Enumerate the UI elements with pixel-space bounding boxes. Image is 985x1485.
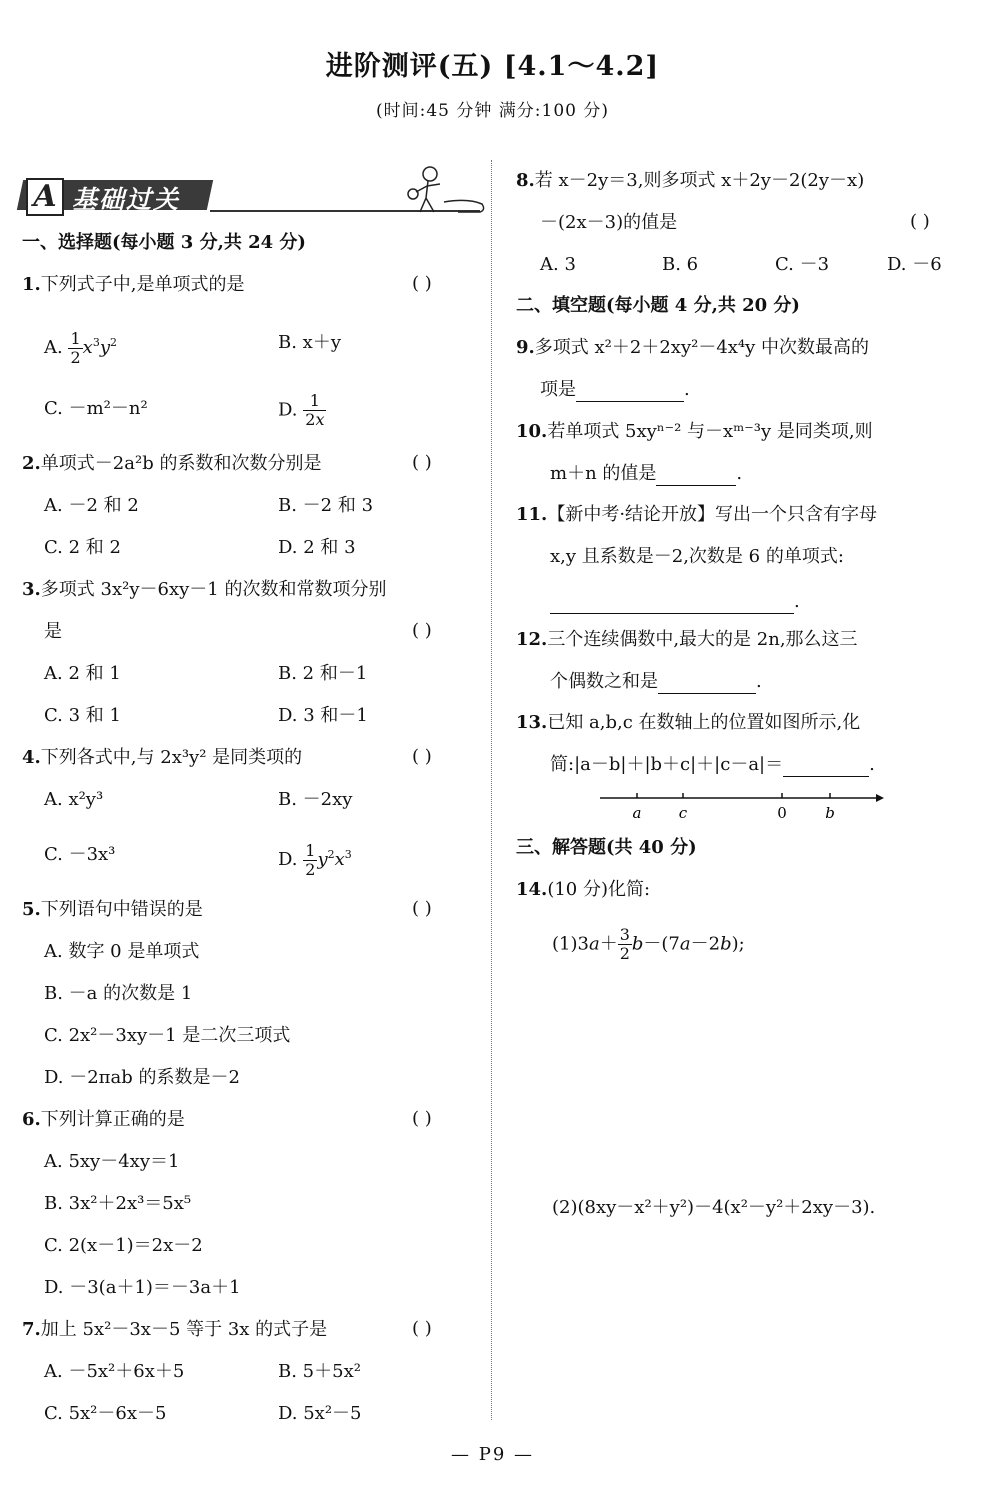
option-b: B. 2 和－1 [278, 663, 368, 684]
question-7 [22, 1318, 327, 1342]
option-c: C. 3 和 1 [44, 705, 121, 726]
option-a: A. 2 和 1 [44, 663, 121, 684]
question-stem: 已知 a,b,c 在数轴上的位置如图所示,化 [547, 712, 861, 733]
option-d: D. －2πab 的系数是－2 [44, 1067, 240, 1088]
question-number: 14. [516, 879, 548, 900]
basketball-player-icon [398, 164, 488, 216]
question-stem: 单项式－2a²b 的系数和次数分别是 [40, 453, 322, 474]
option-b: B. x＋y [278, 332, 341, 353]
fraction: $\frac{1}{2}$ [305, 840, 316, 879]
question-1 [22, 273, 245, 297]
question-stem: 若单项式 5xyⁿ⁻² 与－xᵐ⁻³y 是同类项,则 [547, 421, 873, 442]
question-9-line2: 项是 . [540, 379, 690, 400]
banner-title: 基础过关 [72, 185, 181, 214]
option-label: A. [44, 337, 63, 358]
answer-bracket: ( ) [412, 273, 432, 294]
option-a: A. 数字 0 是单项式 [44, 941, 200, 962]
question-stem-continued: m＋n 的值是 [550, 463, 657, 484]
question-stem-continued: x,y 且系数是－2,次数是 6 的单项式: [550, 546, 844, 567]
question-stem: 三个连续偶数中,最大的是 2n,那么这三 [547, 629, 858, 650]
option-b: B. －2 和 3 [278, 495, 374, 516]
question-14-part2: (2)(8xy－x²＋y²)－4(x²－y²＋2xy－3). [552, 1197, 876, 1218]
question-6 [22, 1108, 185, 1132]
option-a: A. －5x²＋6x＋5 [44, 1361, 185, 1382]
question-stem-continued: －(2x－3)的值是 [540, 212, 678, 233]
question-stem-continued: 个偶数之和是 [550, 671, 658, 692]
question-stem: 下列计算正确的是 [40, 1109, 185, 1130]
question-12 [516, 628, 858, 652]
question-13-line2: 简:|a－b|＋|b＋c|＋|c－a|＝ . [550, 754, 875, 775]
number-line-diagram [596, 788, 886, 822]
option-a: A. x²y³ [44, 789, 104, 810]
option-a: A. －2 和 2 [44, 495, 139, 516]
axis-label-b: b [825, 804, 835, 822]
question-5 [22, 898, 203, 922]
section-choice-heading: 一、选择题(每小题 3 分,共 24 分) [22, 232, 306, 253]
question-12-line2: 个偶数之和是 . [550, 671, 762, 692]
option-d: D. －3(a＋1)＝－3a＋1 [44, 1277, 241, 1298]
axis-label-c: c [678, 804, 688, 822]
question-number: 2. [22, 453, 41, 474]
fraction: $\frac{1}{2}$ [70, 328, 81, 367]
question-stem: 下列式子中,是单项式的是 [40, 274, 245, 295]
option-b: B. 6 [662, 254, 699, 275]
option-d: D. $\frac{1}{2}$ $y^2x^3$ [278, 840, 352, 879]
answer-bracket: ( ) [412, 620, 432, 641]
question-14-part1: (1)3a＋ $\frac{3}{2}$ b－(7a－2b); [552, 925, 745, 963]
page-subtitle: (时间:45 分钟 满分:100 分) [375, 101, 609, 121]
question-8 [516, 169, 864, 193]
option-c: C. －3 [775, 254, 830, 275]
page-number: — P9 — [450, 1444, 534, 1465]
option-label: D. [278, 399, 298, 421]
question-number: 13. [516, 712, 548, 733]
question-stem: 【新中考·结论开放】写出一个只含有字母 [547, 504, 878, 525]
option-d: D. 2 和 3 [278, 537, 356, 558]
fraction: $\frac{3}{2}$ [619, 925, 630, 963]
answer-bracket: ( ) [412, 1318, 432, 1339]
question-number: 11. [516, 504, 548, 525]
option-c: C. －3x³ [44, 844, 116, 865]
question-stem-continued: 是 [44, 621, 62, 642]
question-number: 3. [22, 579, 41, 600]
option-b: B. －a 的次数是 1 [44, 983, 193, 1004]
question-stem: 多项式 x²＋2＋2xy²－4x⁴y 中次数最高的 [534, 337, 870, 358]
fraction: $\frac{1}{2x}$ [305, 391, 325, 429]
question-number: 10. [516, 421, 548, 442]
question-stem: 多项式 3x²y－6xy－1 的次数和常数项分别 [40, 579, 387, 600]
option-a: A. 3 [540, 254, 576, 275]
answer-bracket: ( ) [412, 452, 432, 473]
option-d: D. 5x²－5 [278, 1403, 362, 1424]
option-d [278, 392, 326, 429]
option-d: D. 3 和－1 [278, 705, 368, 726]
axis-label-a: a [632, 804, 642, 822]
answer-blank[interactable] [576, 381, 684, 402]
answer-blank[interactable] [658, 673, 756, 694]
answer-blank[interactable] [550, 593, 794, 614]
axis-label-zero: 0 [777, 804, 787, 822]
question-number: 7. [22, 1319, 41, 1340]
option-c: C. 2(x－1)＝2x－2 [44, 1235, 203, 1256]
question-stem-continued: 简:|a－b|＋|b＋c|＋|c－a|＝ [550, 754, 784, 775]
question-number: 4. [22, 747, 41, 768]
question-10-line2: m＋n 的值是 . [550, 463, 743, 484]
question-stem: (10 分)化简: [547, 879, 651, 900]
question-stem-continued: 项是 [540, 379, 576, 400]
option-c: C. 2x²－3xy－1 是二次三项式 [44, 1025, 291, 1046]
question-13 [516, 711, 860, 735]
question-11 [516, 503, 877, 527]
answer-blank[interactable] [783, 756, 869, 777]
question-number: 8. [516, 170, 535, 191]
option-b: B. 5＋5x² [278, 1361, 361, 1382]
answer-bracket: ( ) [412, 746, 432, 767]
answer-bracket: ( ) [412, 898, 432, 919]
option-c: C. 2 和 2 [44, 537, 121, 558]
option-c: C. 5x²－6x－5 [44, 1403, 167, 1424]
column-divider [491, 160, 492, 1420]
option-d: D. －6 [887, 254, 942, 275]
question-number: 9. [516, 337, 535, 358]
option-a: A. 5xy－4xy＝1 [44, 1151, 180, 1172]
question-3 [22, 578, 386, 602]
answer-blank[interactable] [656, 465, 736, 486]
question-14 [516, 878, 650, 902]
answer-bracket: ( ) [412, 1108, 432, 1129]
question-10 [516, 420, 873, 444]
option-a: A. $\frac{1}{2}$ $x^3y^2$ [44, 328, 117, 367]
option-label: D. [278, 849, 298, 870]
answer-bracket: ( ) [910, 211, 930, 232]
question-stem: 若 x－2y＝3,则多项式 x＋2y－2(2y－x) [534, 170, 865, 191]
question-9 [516, 336, 869, 360]
question-stem: 下列语句中错误的是 [40, 899, 203, 920]
question-number: 12. [516, 629, 548, 650]
question-number: 1. [22, 274, 41, 295]
page-title: 进阶测评(五) [4.1～4.2] [325, 51, 660, 82]
question-11-line3: . [550, 590, 800, 614]
section-banner [20, 172, 470, 216]
question-2 [22, 452, 321, 476]
option-b: B. －2xy [278, 789, 353, 810]
question-number: 6. [22, 1109, 41, 1130]
option-c: C. －m²－n² [44, 398, 148, 419]
question-number: 5. [22, 899, 41, 920]
question-stem: 加上 5x²－3x－5 等于 3x 的式子是 [40, 1319, 328, 1340]
question-stem: 下列各式中,与 2x³y² 是同类项的 [40, 747, 303, 768]
section-solve-heading: 三、解答题(共 40 分) [516, 837, 697, 858]
question-4 [22, 746, 302, 770]
banner-letter: A [26, 178, 64, 216]
section-fill-heading: 二、填空题(每小题 4 分,共 20 分) [516, 295, 800, 316]
option-b: B. 3x²＋2x³＝5x⁵ [44, 1193, 192, 1214]
